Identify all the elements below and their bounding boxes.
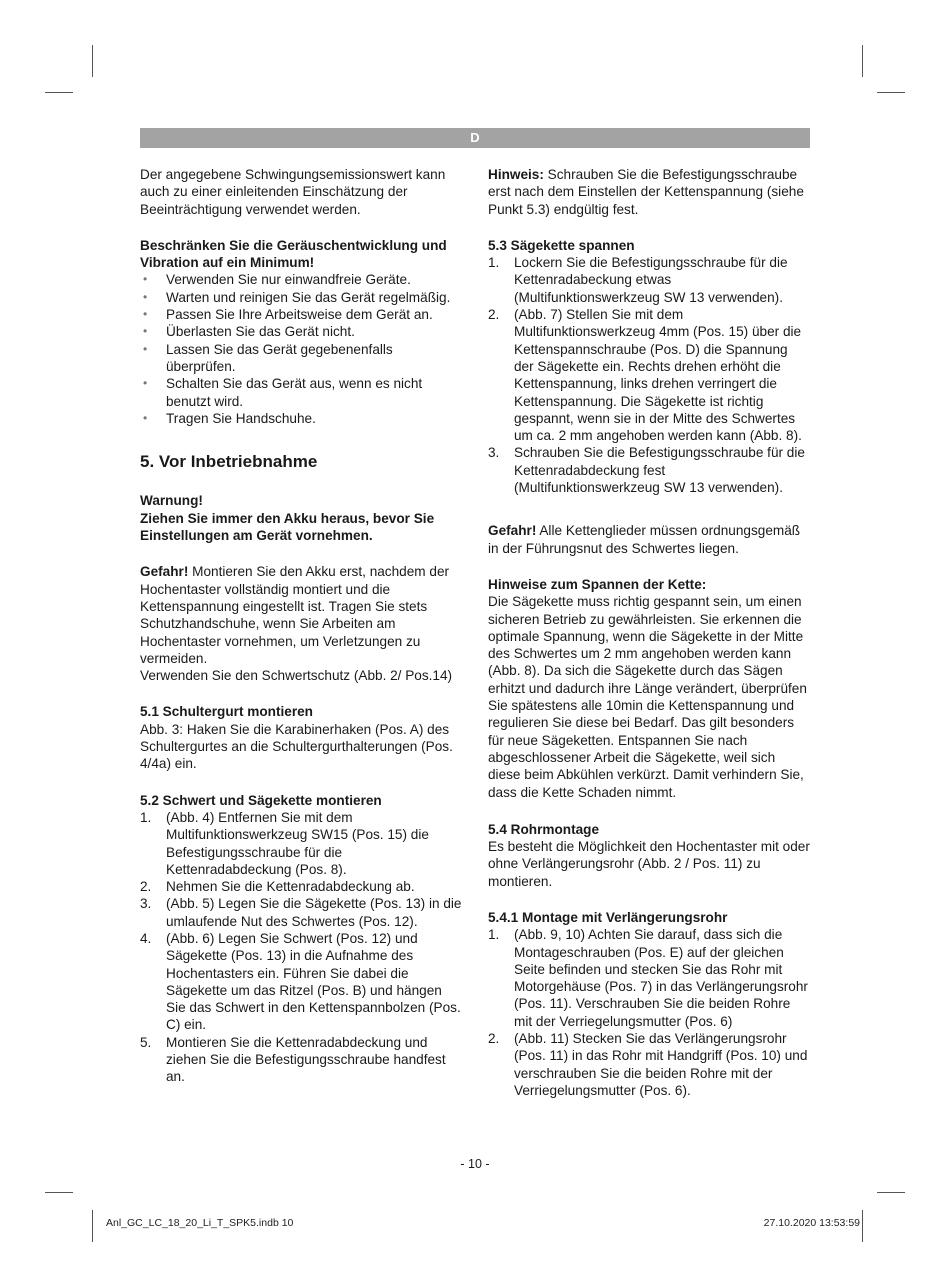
danger-label: Gefahr! — [140, 564, 189, 580]
hint-label: Hinweis: — [488, 167, 544, 182]
list-item: 2. (Abb. 11) Stecken Sie das Verlängerungsrohr (Pos. 11) in das Rohr mit Handgriff (Pos. 10) und verschrauben Sie die beiden Rohre mit der Verriegelungsmutter (Pos. 6). — [488, 1031, 808, 1098]
tension-hints-paragraph: Die Sägekette muss richtig gespannt sein, um einen sicheren Betrieb zu gewährleisten. Sie erkennen die optimale Spannung, wenn die Sägekette in der Mitte des Schwertes um 2 mm angehoben werden kann (Abb. 8). Da sich die Sägekette durch das Sägen erhitzt und dadurch ihre Länge verändert, überprüfen Sie spätestens alle 10min die Kettenspannung und regulieren Sie diese bei Bedarf. Das gilt besonders für neue Sägeketten. Entspannen Sie nach abgeschlossener Arbeit die Sägekette, weil sich diese beim Abkühlen verkürzt. Damit verhindern Sie, dass die Kette Schaden nimmt. — [488, 594, 807, 800]
crop-mark — [45, 92, 73, 93]
list-item: • Lassen Sie das Gerät gegebenenfalls überprüfen. — [140, 341, 462, 376]
list-item: 2. Nehmen Sie die Kettenradabdeckung ab. — [140, 879, 415, 895]
list-item: 3. (Abb. 5) Legen Sie die Sägekette (Pos. 13) in die umlaufende Nut des Schwertes (Pos. 12). — [140, 896, 462, 929]
list-item: • Passen Sie Ihre Arbeitsweise dem Gerät an. — [140, 306, 462, 323]
right-column — [488, 166, 810, 1099]
page-number: - 10 - — [460, 1157, 490, 1171]
list-item: 3. Schrauben Sie die Befestigungsschraube für die Kettenradabdeckung fest (Multifunktionswerkzeug SW 13 verwenden). — [488, 445, 805, 496]
tension-hints-heading: Hinweise zum Spannen der Kette: — [488, 576, 707, 592]
list-item: • Tragen Sie Handschuhe. — [140, 410, 462, 427]
left-column — [140, 166, 462, 1086]
list-item: 1. (Abb. 4) Entfernen Sie mit dem Multifunktionswerkzeug SW15 (Pos. 15) die Befestigungsschraube für die Kettenradabdeckung (Pos. 8). — [140, 809, 429, 877]
danger-text: Montieren Sie den Akku erst, nachdem der Hochentaster vollständig montiert und die Kettenspannung eingestellt ist. Tragen Sie stets Schutzhandschuhe, wenn Sie Arbeiten am Hochentaster vornehmen, um Verletzungen zu vermeiden. — [140, 564, 450, 666]
pipe-assembly-paragraph: Es besteht die Möglichkeit den Hochentaster mit oder ohne Verlängerungsrohr (Abb. 2 / Pos. 11) zu montieren. — [488, 839, 810, 889]
list-item: 2. (Abb. 7) Stellen Sie mit dem Multifunktionswerkzeug 4mm (Pos. 15) über die Kettenspannschraube (Pos. D) die Spannung der Sägekette ein. Rechts drehen erhöht die Kettenspannung, links drehen verringert die Kettenspannung. Die Sägekette ist richtig gespannt, wenn sie in der Mitte des Schwertes um ca. 2 mm angehoben werden kann (Abb. 8). — [488, 307, 802, 444]
tension-steps — [488, 254, 810, 496]
crop-mark — [877, 1192, 905, 1193]
list-item: 1. (Abb. 9, 10) Achten Sie darauf, dass sich die Montageschrauben (Pos. E) auf der gleichen Seite befinden und stecken Sie das Rohr mit Motorgehäuse (Pos. 7) in das Verlängerungsrohr (Pos. 11). Verschrauben Sie die beiden Rohre mit der Verriegelungsmutter (Pos. 6) — [488, 927, 808, 1029]
footer-filename: Anl_GC_LC_18_20_Li_T_SPK5.indb 10 — [106, 1217, 294, 1229]
assembly-steps — [140, 809, 462, 1086]
crop-mark — [92, 45, 93, 77]
subsection-heading: 5.3 Sägekette spannen — [488, 237, 635, 253]
list-item: 4. (Abb. 6) Legen Sie Schwert (Pos. 12) und Sägekette (Pos. 13) in die Aufnahme des Hochentasters ein. Führen Sie dabei die Sägekette um das Ritzel (Pos. B) und hängen Sie das Schwert in den Kettenspannbolzen (Pos. C) ein. — [140, 930, 461, 1033]
guard-paragraph: Verwenden Sie den Schwertschutz (Abb. 2/ Pos.14) — [140, 668, 453, 684]
crop-mark — [862, 1210, 863, 1242]
crop-mark — [877, 92, 905, 93]
intro-paragraph: Der angegebene Schwingungsemissionswert kann auch zu einer einleitenden Einschätzung der Beeinträchtigung verwendet werden. — [140, 167, 446, 217]
language-header-bar — [140, 128, 810, 148]
list-item: • Überlasten Sie das Gerät nicht. — [140, 323, 462, 340]
subsection-heading: 5.2 Schwert und Sägekette montieren — [140, 792, 382, 808]
list-item: 1. Lockern Sie die Befestigungsschraube für die Kettenradabeckung etwas (Multifunktionswerkzeug SW 13 verwenden). — [488, 255, 788, 305]
subsection-heading: 5.1 Schultergurt montieren — [140, 704, 313, 720]
danger-paragraph: Gefahr! Alle Kettenglieder müssen ordnungsgemäß in der Führungsnut des Schwertes liegen. — [488, 523, 801, 556]
extension-steps — [488, 926, 810, 1099]
crop-mark — [862, 45, 863, 77]
list-item: • Warten und reinigen Sie das Gerät regelmäßig. — [140, 289, 462, 306]
warning-text: Ziehen Sie immer den Akku heraus, bevor Sie Einstellungen am Gerät vornehmen. — [140, 510, 435, 544]
subsection-heading: 5.4.1 Montage mit Verlängerungsrohr — [488, 909, 728, 925]
danger-paragraph — [140, 563, 462, 667]
footer-timestamp: 27.10.2020 13:53:59 — [763, 1217, 860, 1229]
danger-label: Gefahr! — [488, 523, 537, 539]
limit-list — [140, 271, 462, 427]
limit-heading: Beschränken Sie die Geräuschentwicklung und Vibration auf ein Minimum! — [140, 237, 447, 271]
list-item: • Verwenden Sie nur einwandfreie Geräte. — [140, 271, 462, 288]
crop-mark — [92, 1210, 93, 1242]
hint-paragraph: Hinweis: Schrauben Sie die Befestigungsschraube erst nach dem Einstellen der Kettenspannung (siehe Punkt 5.3) endgültig fest. — [488, 167, 804, 217]
section-heading: 5. Vor Inbetriebnahme — [140, 452, 318, 472]
shoulder-strap-paragraph: Abb. 3: Haken Sie die Karabinerhaken (Pos. A) des Schultergurtes an die Schultergurthalterungen (Pos. 4/4a) ein. — [140, 721, 453, 772]
language-label: D — [470, 130, 480, 145]
subsection-heading: 5.4 Rohrmontage — [488, 821, 600, 837]
list-item: 5. Montieren Sie die Kettenradabdeckung und ziehen Sie die Befestigungsschraube handfest an. — [140, 1034, 446, 1085]
crop-mark — [45, 1192, 73, 1193]
warning-title: Warnung! — [140, 493, 203, 509]
list-item: • Schalten Sie das Gerät aus, wenn es nicht benutzt wird. — [140, 375, 462, 410]
